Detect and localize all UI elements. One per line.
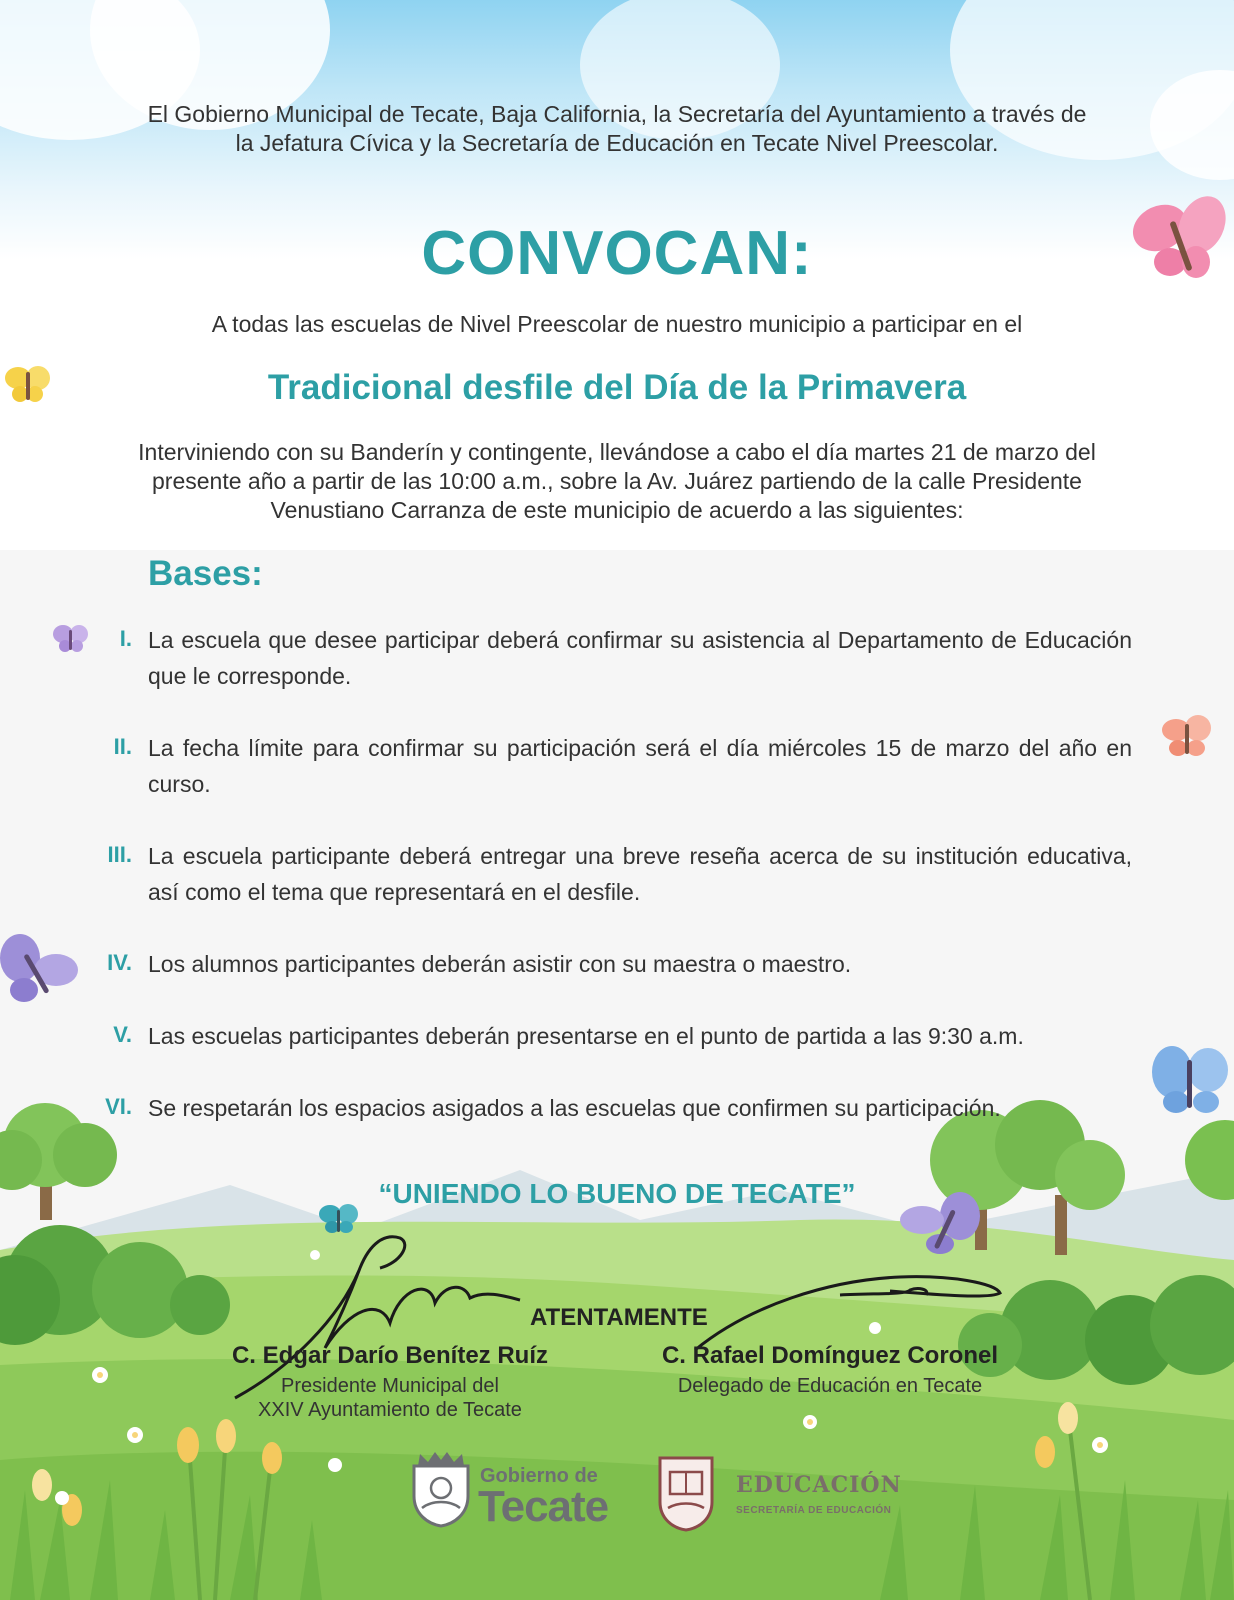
signer-name: C. Rafael Domínguez Coronel	[661, 1342, 999, 1369]
closing-text: ATENTAMENTE	[530, 1304, 708, 1331]
meadow-background	[0, 1100, 1234, 1600]
logo-educacion-line1: EDUCACIÓN	[736, 1472, 902, 1498]
base-number: VI.	[105, 1094, 132, 1119]
base-text: La escuela que desee participar deberá confirmar su asistencia al Departamento de Educación que le corresponde.	[148, 627, 1132, 689]
slogan: “UNIENDO LO BUENO DE TECATE”	[378, 1178, 856, 1209]
base-text: Las escuelas participantes deberán presentarse en el punto de partida a las 9:30 a.m.	[148, 1023, 1024, 1049]
base-number: IV.	[107, 950, 132, 975]
details-line: Interviniendo con su Banderín y contingente, llevándose a cabo el día martes 21 de marzo del	[138, 439, 1096, 465]
page-title: CONVOCAN:	[421, 219, 813, 288]
details-line: presente año a partir de las 10:00 a.m., sobre la Av. Juárez partiendo de la calle Presidente	[152, 468, 1082, 494]
lead-text: A todas las escuelas de Nivel Preescolar de nuestro municipio a participar en el	[211, 311, 1023, 337]
details-line: Venustiano Carranza de este municipio de acuerdo a las siguientes:	[270, 497, 964, 523]
education-seal-icon	[656, 1452, 716, 1532]
event-name: Tradicional desfile del Día de la Primavera	[267, 368, 967, 407]
signer-role: XXIV Ayuntamiento de Tecate	[258, 1399, 522, 1421]
signer-role: Presidente Municipal del	[281, 1375, 499, 1397]
base-number: V.	[113, 1022, 132, 1047]
base-number: III.	[107, 842, 132, 867]
butterfly-icon	[1150, 1040, 1230, 1120]
base-text: La escuela participante deberá entregar una breve reseña acerca de su institución educativa, así como el tema que representará en el desfile.	[148, 843, 1132, 905]
logo-gobierno-line1: Gobierno de	[480, 1465, 598, 1487]
intro-text	[110, 100, 1124, 158]
logo-educacion-line2: SECRETARÍA DE EDUCACIÓN	[736, 1505, 892, 1516]
base-text: La fecha límite para confirmar su participación será el día miércoles 15 de marzo del año en curso.	[148, 735, 1132, 797]
base-text: Se respetarán los espacios asigados a las escuelas que confirmen su participación.	[148, 1095, 1001, 1121]
signer-left	[220, 1342, 560, 1422]
bases-title: Bases:	[148, 554, 263, 593]
logo-gobierno-line2: Tecate	[478, 1482, 609, 1531]
intro-line: la Jefatura Cívica y la Secretaría de Educación en Tecate Nivel Preescolar.	[235, 130, 999, 156]
base-number: II.	[113, 734, 132, 759]
signer-right	[650, 1342, 1010, 1398]
signer-role: Delegado de Educación en Tecate	[677, 1375, 983, 1397]
signer-name: C. Edgar Darío Benítez Ruíz	[231, 1342, 549, 1369]
event-details	[110, 438, 1124, 525]
butterfly-icon	[1160, 712, 1216, 764]
intro-line: El Gobierno Municipal de Tecate, Baja California, la Secretaría del Ayuntamiento a través de	[147, 101, 1087, 127]
base-number: I.	[119, 626, 132, 651]
municipal-seal-icon	[408, 1448, 474, 1528]
base-text: Los alumnos participantes deberán asistir con su maestra o maestro.	[148, 951, 852, 977]
